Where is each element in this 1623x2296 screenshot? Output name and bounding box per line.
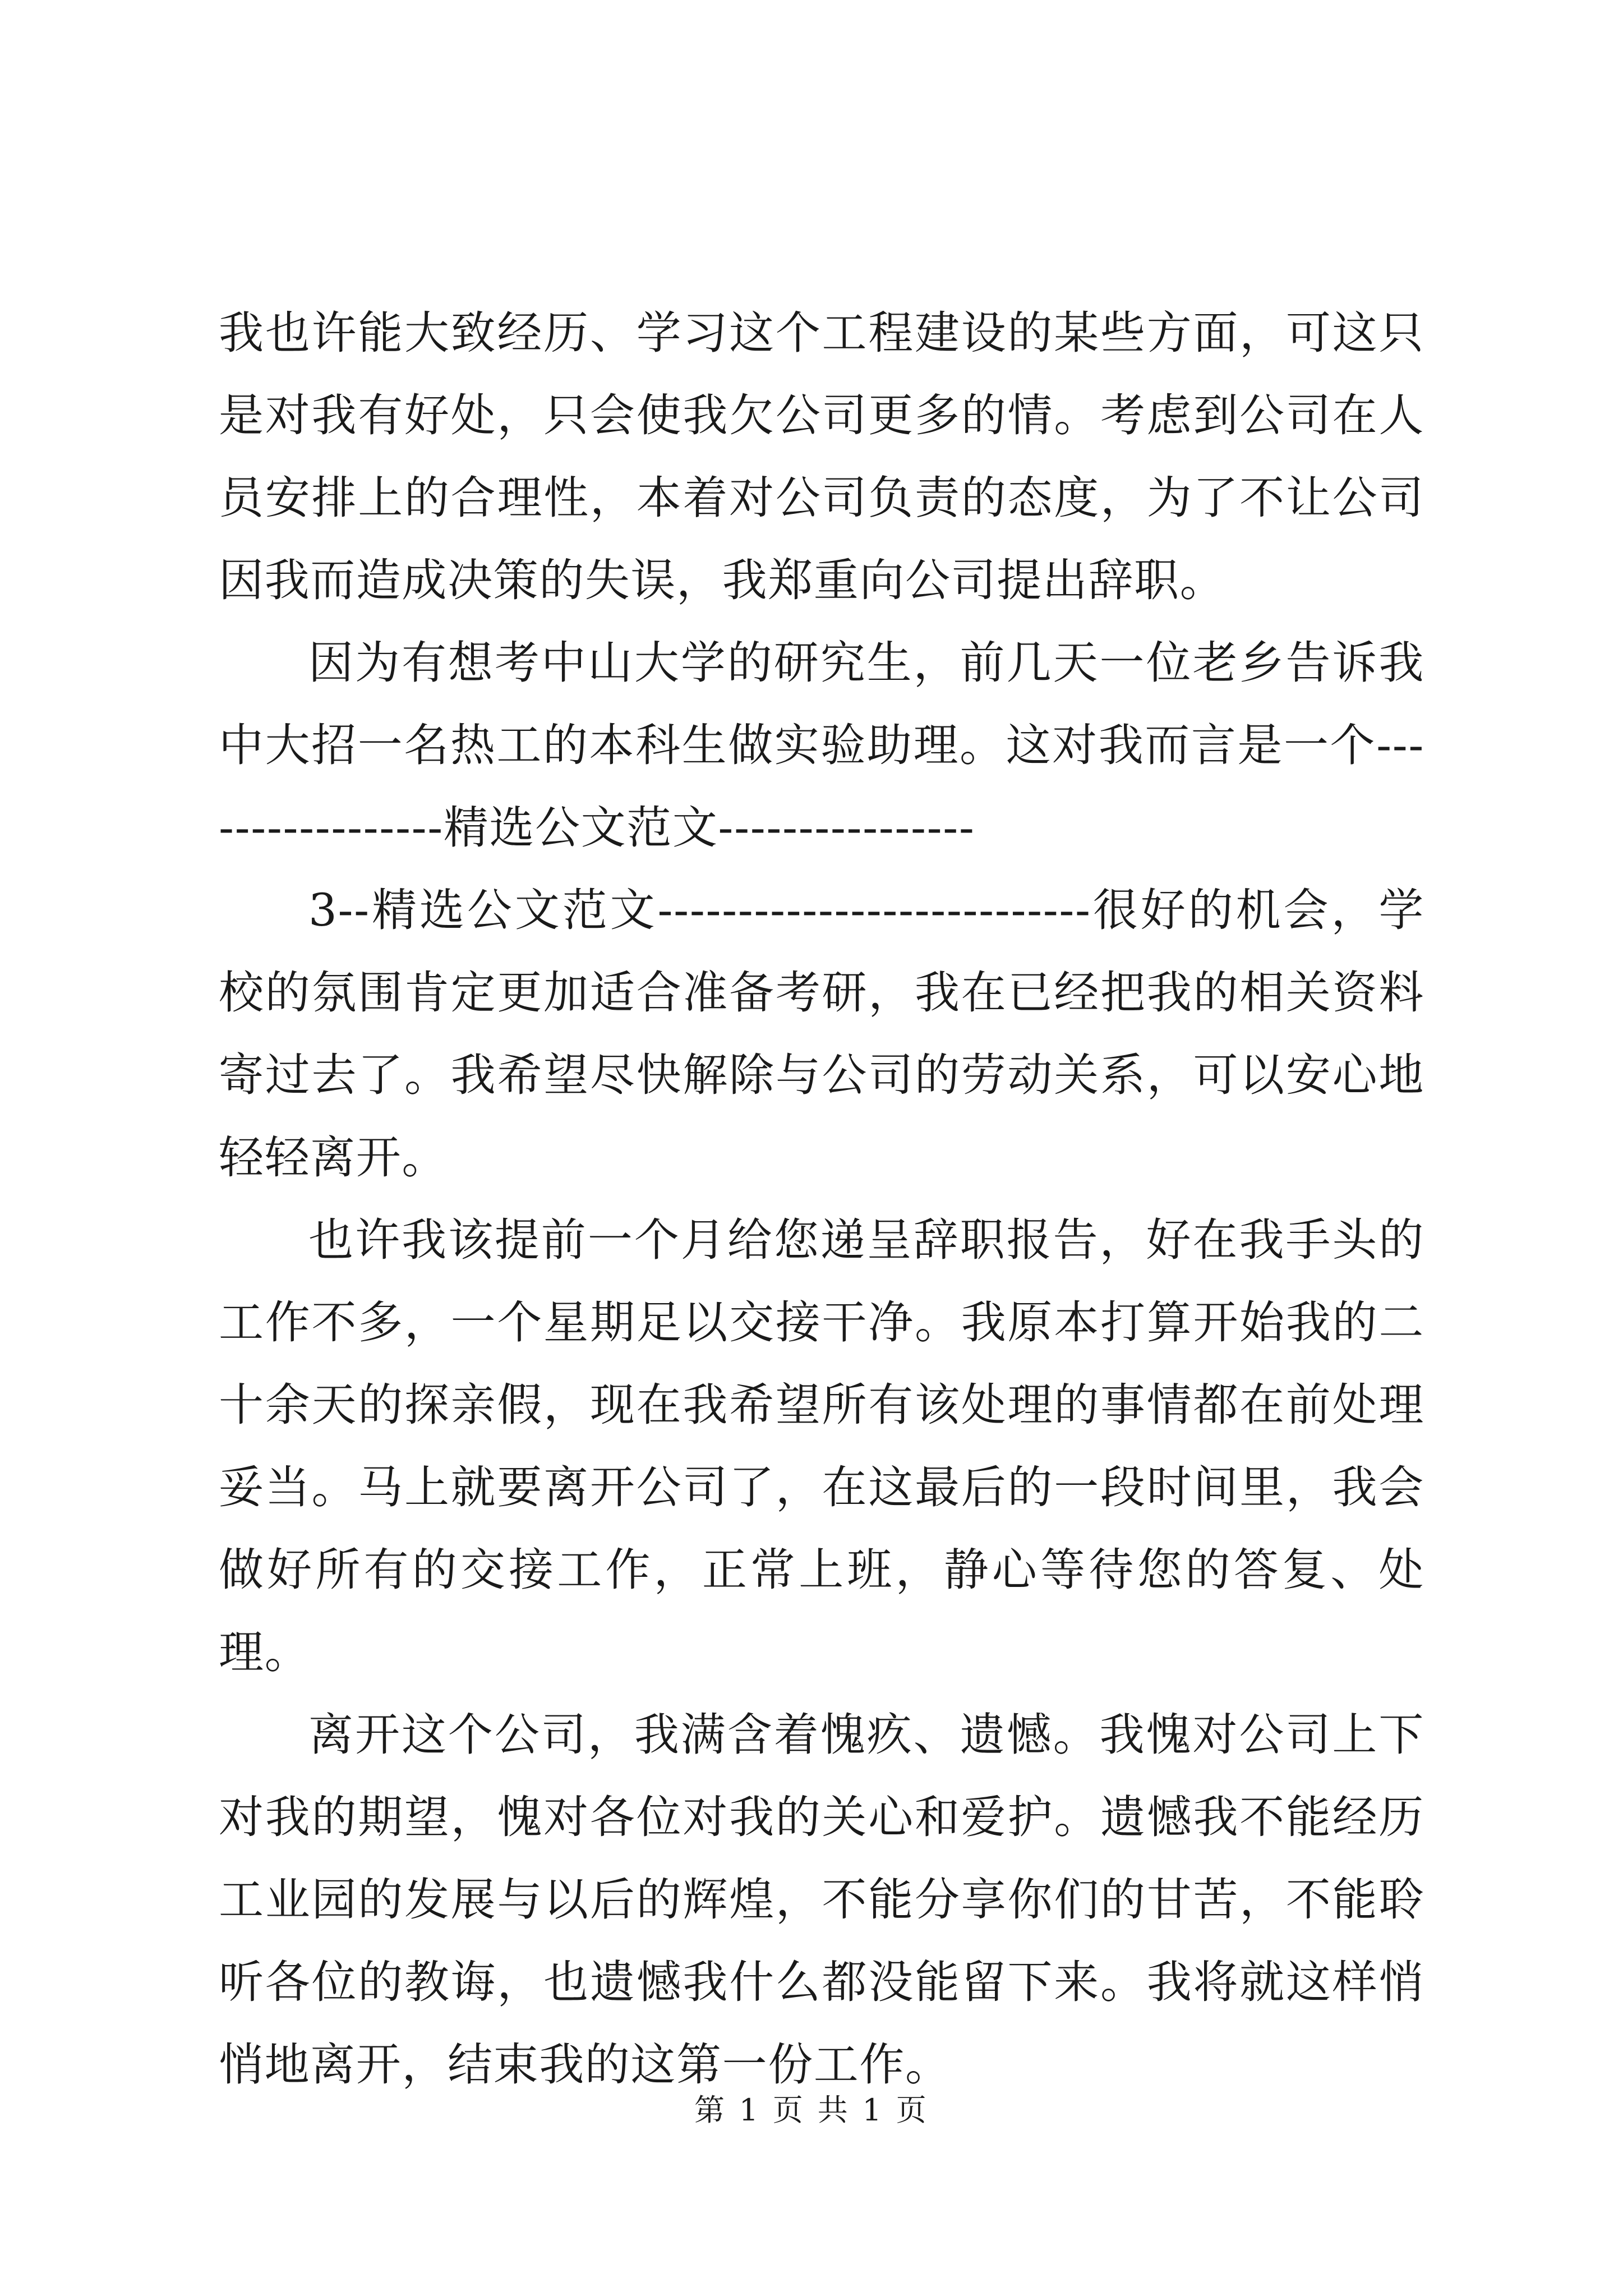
paragraph-2: 因为有想考中山大学的研究生，前几天一位老乡告诉我中大招一名热工的本科生做实验助理。这对我而言是一个-----------------精选公文范文---------------- bbox=[219, 637, 1424, 854]
paragraph-1: 我也许能大致经历、学习这个工程建设的某些方面，可这只是对我有好处，只会使我欠公司更多的情。考虑到公司在人员安排上的合理性，本着对公司负责的态度，为了不让公司因我而造成决策的失误，我郑重向公司提出辞职。 bbox=[219, 307, 1424, 606]
paragraph-4: 也许我该提前一个月给您递呈辞职报告，好在我手头的工作不多，一个星期足以交接干净。我原本打算开始我的二十余天的探亲假，现在我希望所有该处理的事情都在前处理妥当。马上就要离开公司了，在这最后的一段时间里，我会做好所有的交接工作，正常上班，静心等待您的答复、处理。 bbox=[219, 1214, 1424, 1678]
page-number-footer: 第 1 页 共 1 页 bbox=[694, 2092, 929, 2128]
document-body bbox=[219, 292, 1424, 2106]
paragraph-3: 3--精选公文范文---------------------------很好的机会，学校的氛围肯定更加适合准备考研，我在已经把我的相关资料寄过去了。我希望尽快解除与公司的劳动关系，可以安心地轻轻离开。 bbox=[219, 884, 1424, 1184]
paragraph-5: 离开这个公司，我满含着愧疚、遗憾。我愧对公司上下对我的期望，愧对各位对我的关心和爱护。遗憾我不能经历工业园的发展与以后的辉煌，不能分享你们的甘苦，不能聆听各位的教诲，也遗憾我什么都没能留下来。我将就这样悄悄地离开，结束我的这第一份工作。 bbox=[219, 1709, 1424, 2091]
